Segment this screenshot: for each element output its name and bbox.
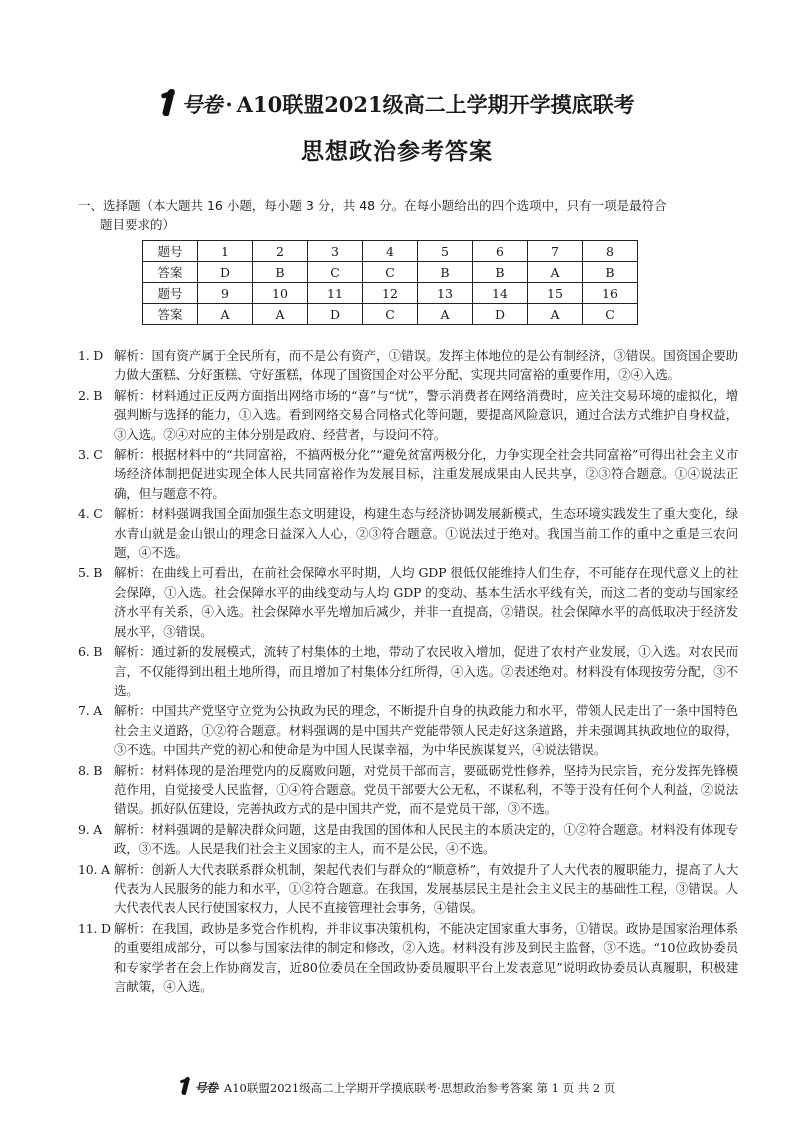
item-answer: 11. D: [78, 920, 111, 936]
question-number-cell: 3: [308, 241, 363, 262]
item-explanation: 解析：中国共产党坚守立党为公执政为民的理念，不断提升自身的执政能力和水平，带领人民走出了一条中国特色社会主义道路，①②符合题意。材料强调的是中国共产党能带领人民走好这条道路，并未强调其执政地位的取得，③不选。中国共产党的初心和使命是为中国人民谋幸福，为中华民族谋复兴，④说法错误。: [114, 703, 738, 758]
answer-cell: A: [198, 304, 253, 325]
item-answer: 9. A: [78, 821, 103, 837]
item-explanation: 解析：在我国，政协是多党合作机构，并非议事决策机构，不能决定国家重大事务，①错误。政协是国家治理体系的重要组成部分，可以参与国家法律的制定和修改，②入选。材料没有涉及到民主监督，③不选。“10位政协委员和专家学者在会上作协商发言，近80位委员在全国政协委员履职平台上发表意见”说明政协委员认真履职，积极建言献策，④入选。: [114, 920, 738, 994]
item-explanation: 解析：通过新的发展模式，流转了村集体的土地，带动了农民收入增加，促进了农村产业发展，①入选。对农民而言，不仅能得到出租土地所得，而且增加了村集体分红所得，④入选。②表述绝对。材料没有体现按劳分配，③不选。: [114, 644, 738, 698]
brand-logo-text: 号卷: [181, 92, 222, 117]
question-number-cell: 8: [583, 241, 638, 262]
question-number-cell: 14: [473, 283, 528, 304]
item-explanation: 解析：材料强调我国全面加强生态文明建设，构建生态与经济协调发展新模式，生态环境实践发生了重大变化，绿水青山就是金山银山的理念日益深入人心，②③符合题意。①说法过于绝对。我国当前工作的重中之重是三农问题，④不选。: [114, 506, 738, 561]
item-answer: 4. C: [78, 506, 103, 522]
list-item: [78, 346, 738, 385]
row-label: 题号: [143, 241, 198, 262]
question-number-cell: 9: [198, 283, 253, 304]
question-number-cell: 4: [363, 241, 418, 262]
question-number-cell: 1: [198, 241, 253, 262]
brand-logo-icon: [159, 88, 181, 118]
brand-logo-icon: [179, 1076, 195, 1096]
answer-cell: B: [253, 262, 308, 283]
section-heading-line-1: 一、选择题（本大题共 16 小题，每小题 3 分，共 48 分。在每小题给出的四个选项中，只有一项是最符合: [78, 198, 667, 213]
list-item: [78, 445, 738, 503]
footer-text: · A10联盟2021级高二上学期开学摸底联考·思想政治参考答案 第 1 页 共 2 页: [216, 1081, 616, 1095]
answer-cell: B: [473, 262, 528, 283]
list-item: [78, 701, 738, 759]
answer-cell: C: [363, 304, 418, 325]
item-answer: 5. B: [78, 565, 103, 581]
item-answer: 10. A: [78, 861, 110, 877]
item-answer: 2. B: [78, 387, 103, 403]
answer-cell: C: [308, 262, 363, 283]
list-item: [78, 860, 738, 918]
row-label: 题号: [143, 283, 198, 304]
question-number-cell: 13: [418, 283, 473, 304]
answer-cell: D: [198, 262, 253, 283]
question-number-cell: 16: [583, 283, 638, 304]
exam-title-line: 号卷 · A10联盟2021级高二上学期开学摸底联考: [0, 88, 794, 119]
exam-title: A10联盟2021级高二上学期开学摸底联考: [236, 92, 635, 117]
item-explanation: 解析：材料体现的是治理党内的反腐败问题，对党员干部而言，要砥砺党性修养，坚持为民宗旨，充分发挥先锋模范作用，自觉接受人民监督，①④符合题意。党员干部要大公无私，不谋私利，不等于没有任何个人利益，②说法错误。抓好队伍建设，完善执政方式的是中国共产党，而不是党员干部，③不选。: [114, 762, 738, 817]
footer-logo-text: 号卷: [194, 1081, 217, 1095]
answer-cell: A: [528, 304, 583, 325]
list-item: [78, 642, 738, 700]
table-row: [143, 283, 638, 304]
item-explanation: 解析：材料通过正反两方面指出网络市场的“喜”与“忧”，警示消费者在网络消费时，应关注交易环境的虚拟化，增强判断与选择的能力，①入选。看到网络交易合同格式化等问题，要提高风险意识，通过合法方式维护自身权益，③入选。②④对应的主体分别是政府、经营者，与设问不符。: [114, 387, 738, 442]
answer-cell: A: [418, 304, 473, 325]
answer-cell: D: [473, 304, 528, 325]
item-explanation: 解析：根据材料中的“共同富裕，不搞两极分化”“避免贫富两极分化，力争实现全社会共同富裕”可得出社会主义市场经济体制把促进实现全体人民共同富裕作为发展目标，注重发展成果由人民共享，②③符合题意。①④说法正确，但与题意不符。: [114, 447, 738, 501]
answer-table: [142, 240, 638, 325]
list-item: [78, 504, 738, 562]
section-heading: [78, 196, 728, 234]
table-row: [143, 241, 638, 262]
answer-cell: B: [418, 262, 473, 283]
answer-cell: C: [363, 262, 418, 283]
item-answer: 1. D: [78, 348, 104, 363]
section-heading-line-2: 题目要求的）: [100, 217, 176, 232]
question-number-cell: 2: [253, 241, 308, 262]
list-item: [78, 386, 738, 444]
question-number-cell: 5: [418, 241, 473, 262]
item-explanation: 解析：在曲线上可看出，在前社会保障水平时期，人均 GDP 很低仅能维持人们生存，不可能存在现代意义上的社会保障，①入选。社会保障水平的曲线变动与人均 GDP 的变动、基本生活水平线有关，而这二者的变动与国家经济水平有关系，④入选。社会保障水平先增加后减少，并非一直提高，②错误。社会保障水平的高低取决于经济发展水平，③错误。: [114, 565, 738, 639]
answer-cell: B: [583, 262, 638, 283]
table-row: [143, 262, 638, 283]
question-number-cell: 6: [473, 241, 528, 262]
item-answer: 6. B: [78, 644, 103, 660]
question-number-cell: 15: [528, 283, 583, 304]
item-explanation: 解析：材料强调的是解决群众问题，这是由我国的国体和人民民主的本质决定的，①②符合题意。材料没有体现专政，③不选。人民是我们社会主义国家的主人，而不是公民，④不选。: [114, 821, 738, 857]
answer-cell: C: [583, 304, 638, 325]
answer-cell: A: [528, 262, 583, 283]
row-label: 答案: [143, 262, 198, 283]
analysis-list: [78, 346, 738, 997]
list-item: [78, 820, 738, 859]
item-answer: 8. B: [78, 762, 103, 778]
item-answer: 7. A: [78, 703, 103, 719]
list-item: [78, 761, 738, 819]
answer-cell: D: [308, 304, 363, 325]
question-number-cell: 7: [528, 241, 583, 262]
page-footer: [0, 1076, 794, 1096]
answer-cell: A: [253, 304, 308, 325]
question-number-cell: 11: [308, 283, 363, 304]
page-header: [0, 88, 794, 166]
list-item: [78, 919, 738, 997]
page-subtitle: 思想政治参考答案: [301, 139, 493, 165]
item-explanation: 解析：创新人大代表联系群众机制，架起代表们与群众的“顺意桥”，有效提升了人大代表的履职能力，提高了人大代表为人民服务的能力和水平，①②符合题意。在我国，发展基层民主是社会主义民主的基础性工程，③错误。人大代表代表人民行使国家权力，人民不直接管理社会事务，④错误。: [114, 861, 738, 916]
list-item: [78, 563, 738, 641]
table-row: [143, 304, 638, 325]
question-number-cell: 12: [363, 283, 418, 304]
item-answer: 3. C: [78, 447, 103, 463]
question-number-cell: 10: [253, 283, 308, 304]
row-label: 答案: [143, 304, 198, 325]
item-explanation: 解析：国有资产属于全民所有，而不是公有资产，①错误。发挥主体地位的是公有制经济，③错误。国资国企要助力做大蛋糕、分好蛋糕、守好蛋糕，体现了国资国企对公平分配、实现共同富裕的重要作用，②④入选。: [114, 348, 738, 383]
